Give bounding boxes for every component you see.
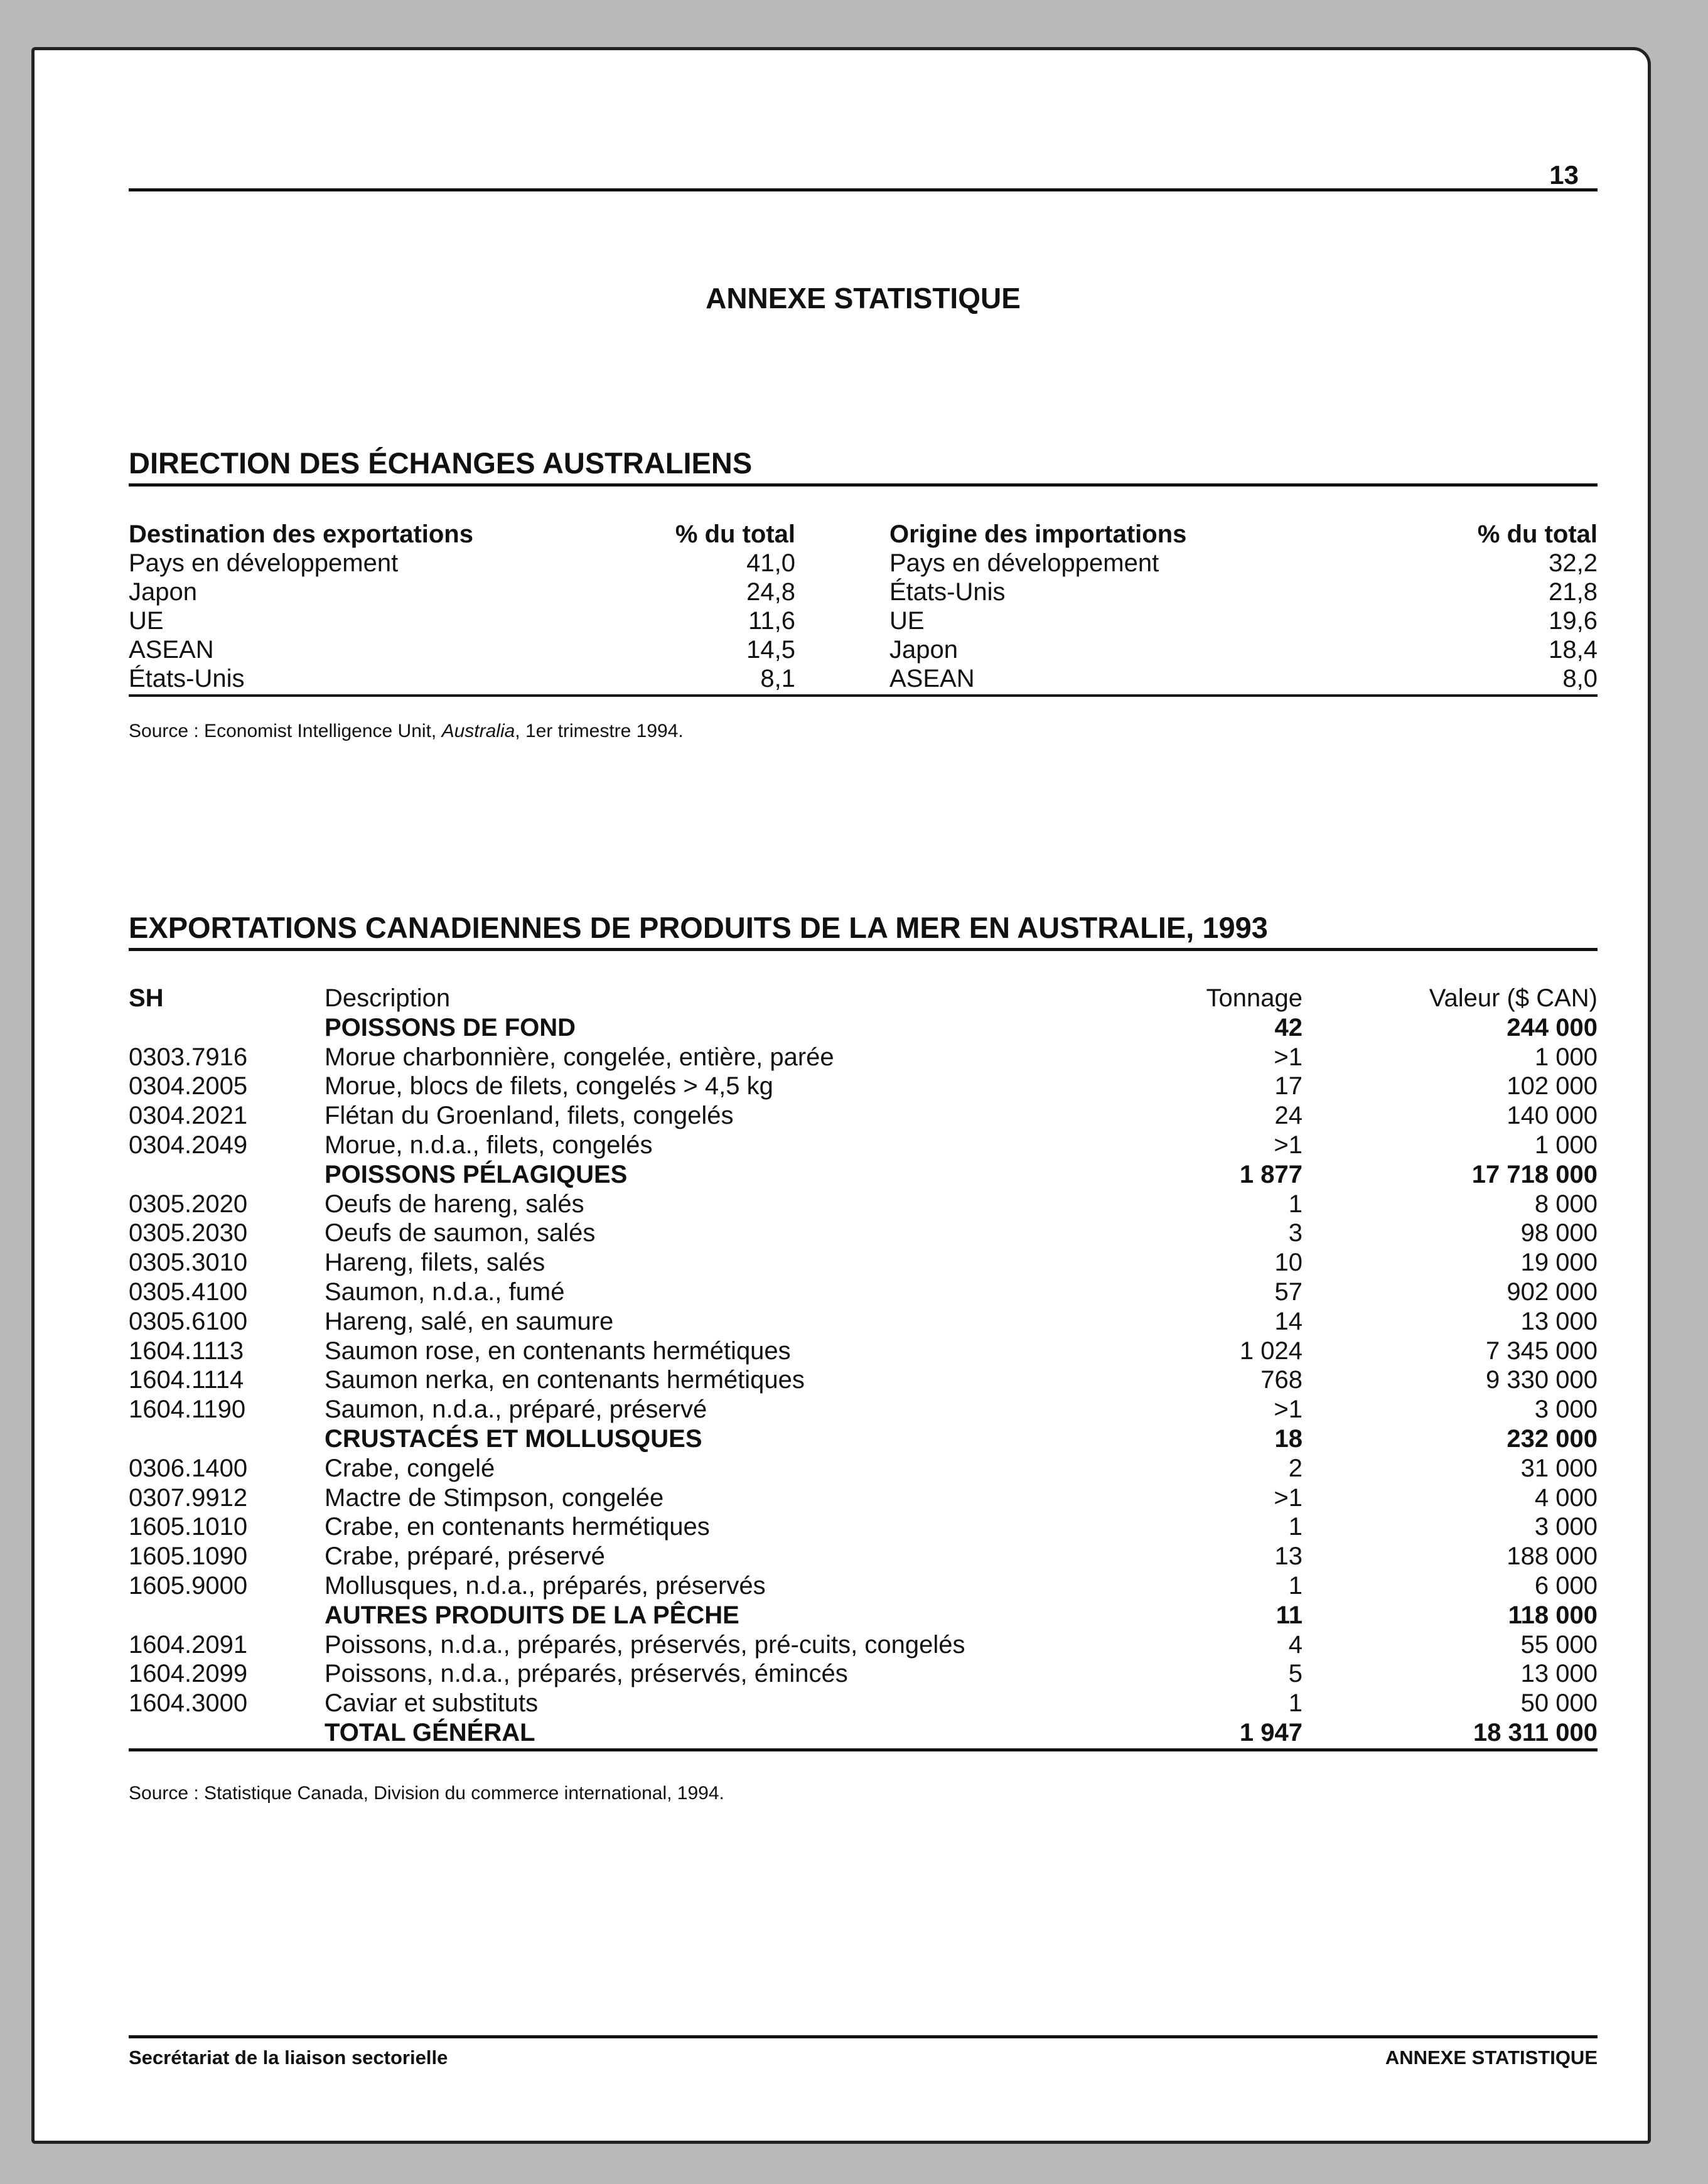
cell-sh: 0304.2049: [129, 1131, 248, 1159]
cell-sh: 1604.1190: [129, 1396, 246, 1424]
table-row: [129, 1043, 1598, 1072]
cell-value: 98 000: [1520, 1219, 1598, 1247]
cell-value: 9 330 000: [1486, 1366, 1598, 1394]
cell-description: Saumon nerka, en contenants hermétiques: [325, 1366, 805, 1394]
cell-value: 7 345 000: [1486, 1337, 1598, 1365]
table-row: [129, 1131, 1598, 1160]
table-row: [129, 1278, 1598, 1307]
cell-description: CRUSTACÉS ET MOLLUSQUES: [325, 1424, 702, 1453]
exports-row-value: 41,0: [746, 549, 795, 577]
exports-table-header: [129, 984, 1598, 1013]
table-row: [129, 1248, 1598, 1278]
cell-value: 102 000: [1507, 1072, 1598, 1100]
table-row: [129, 1483, 1598, 1513]
cell-value: 13 000: [1520, 1307, 1598, 1335]
cell-tonnage: 2: [1288, 1454, 1302, 1482]
category-row: [129, 1013, 1598, 1043]
cell-tonnage: 14: [1274, 1307, 1302, 1335]
cell-sh: 0304.2005: [129, 1072, 248, 1100]
exports-title-rule: [129, 948, 1598, 951]
cell-tonnage: 1: [1288, 1190, 1302, 1218]
header-description: Description: [325, 984, 451, 1012]
cell-sh: 1605.9000: [129, 1571, 248, 1600]
imports-row: [889, 549, 1598, 578]
footer-rule: [129, 2035, 1598, 2038]
category-row: [129, 1601, 1598, 1630]
trade-title-rule: [129, 483, 1598, 487]
cell-description: Hareng, filets, salés: [325, 1249, 545, 1277]
cell-description: Saumon, n.d.a., préparé, préservé: [325, 1396, 707, 1424]
exports-bottom-rule: [129, 1748, 1598, 1751]
exports-table: [129, 984, 1598, 1748]
imports-column: [889, 520, 1598, 693]
trade-source-prefix: Source : Economist Intelligence Unit,: [129, 721, 442, 741]
table-row: [129, 1218, 1598, 1248]
cell-description: Poissons, n.d.a., préparés, préservés, émincés: [325, 1660, 848, 1688]
cell-description: Oeufs de saumon, salés: [325, 1219, 596, 1247]
exports-row: [129, 578, 795, 606]
cell-sh: 1604.2099: [129, 1660, 248, 1688]
imports-row: [889, 664, 1598, 693]
cell-tonnage: 1 877: [1239, 1160, 1302, 1188]
exports-row-label: États-Unis: [129, 665, 245, 692]
page-number: 13: [1549, 160, 1579, 190]
trade-source-suffix: , 1er trimestre 1994.: [515, 721, 684, 741]
cell-value: 18 311 000: [1473, 1718, 1598, 1746]
category-row: [129, 1718, 1598, 1748]
exports-row-label: Pays en développement: [129, 549, 399, 577]
cell-tonnage: >1: [1274, 1131, 1302, 1159]
exports-table-body: [129, 1013, 1598, 1748]
exports-row: [129, 606, 795, 635]
cell-tonnage: 1: [1288, 1571, 1302, 1600]
imports-row-value: 18,4: [1549, 636, 1598, 664]
exports-row-label: Japon: [129, 578, 197, 606]
exports-header-value: % du total: [675, 520, 795, 548]
cell-tonnage: 11: [1276, 1601, 1302, 1629]
trade-source-note: [129, 721, 684, 742]
header-value: Valeur ($ CAN): [1429, 984, 1598, 1012]
exports-row-value: 8,1: [760, 665, 795, 692]
cell-sh: 0307.9912: [129, 1483, 248, 1512]
cell-sh: 0305.2020: [129, 1190, 248, 1218]
exports-row: [129, 635, 795, 664]
table-row: [129, 1307, 1598, 1337]
imports-row-label: États-Unis: [889, 578, 1006, 606]
cell-value: 244 000: [1507, 1013, 1598, 1041]
cell-sh: 0305.4100: [129, 1278, 248, 1306]
cell-description: POISSONS PÉLAGIQUES: [325, 1160, 628, 1188]
cell-sh: 1604.2091: [129, 1630, 248, 1659]
cell-value: 31 000: [1520, 1454, 1598, 1482]
cell-tonnage: 768: [1260, 1366, 1302, 1394]
cell-tonnage: 18: [1274, 1424, 1302, 1453]
cell-description: Morue, n.d.a., filets, congelés: [325, 1131, 653, 1159]
cell-description: Crabe, en contenants hermétiques: [325, 1513, 710, 1541]
exports-source-note: Source : Statistique Canada, Division du commerce international, 1994.: [129, 1783, 724, 1804]
cell-value: 188 000: [1507, 1542, 1598, 1571]
document-page: [31, 47, 1651, 2144]
cell-tonnage: 1 947: [1239, 1718, 1302, 1746]
cell-value: 50 000: [1520, 1689, 1598, 1718]
cell-description: Morue, blocs de filets, congelés > 4,5 kg: [325, 1072, 773, 1100]
category-row: [129, 1424, 1598, 1454]
cell-tonnage: 1: [1288, 1689, 1302, 1718]
cell-tonnage: 42: [1274, 1013, 1302, 1041]
cell-description: Crabe, préparé, préservé: [325, 1542, 605, 1571]
cell-description: Morue charbonnière, congelée, entière, parée: [325, 1043, 834, 1071]
category-row: [129, 1160, 1598, 1190]
table-row: [129, 1542, 1598, 1571]
trade-bottom-rule: [129, 694, 1598, 697]
cell-tonnage: 3: [1288, 1219, 1302, 1247]
exports-row-value: 11,6: [748, 607, 795, 635]
imports-row: [889, 578, 1598, 606]
header-sh: SH: [129, 984, 164, 1012]
cell-description: Flétan du Groenland, filets, congelés: [325, 1102, 734, 1130]
table-row: [129, 1101, 1598, 1131]
table-row: [129, 1365, 1598, 1395]
cell-tonnage: 10: [1274, 1249, 1302, 1277]
cell-description: Mactre de Stimpson, congelée: [325, 1483, 664, 1512]
cell-sh: 1605.1010: [129, 1513, 248, 1541]
imports-row: [889, 635, 1598, 664]
cell-sh: 1604.1114: [129, 1366, 244, 1394]
cell-tonnage: 57: [1274, 1278, 1302, 1306]
cell-sh: 0304.2021: [129, 1102, 248, 1130]
trade-source-italic: Australia: [441, 721, 515, 741]
cell-value: 140 000: [1507, 1102, 1598, 1130]
exports-header-label: Destination des exportations: [129, 520, 473, 548]
exports-row: [129, 664, 795, 693]
cell-value: 6 000: [1534, 1571, 1598, 1600]
exports-row-value: 24,8: [746, 578, 795, 606]
cell-description: Hareng, salé, en saumure: [325, 1307, 614, 1335]
footer-left-text: Secrétariat de la liaison sectorielle: [129, 2047, 448, 2068]
footer-right-text: ANNEXE STATISTIQUE: [1385, 2047, 1598, 2068]
imports-row-label: UE: [889, 607, 925, 635]
imports-row-label: ASEAN: [889, 665, 975, 692]
cell-sh: 1604.1113: [129, 1337, 244, 1365]
table-row: [129, 1190, 1598, 1219]
exports-section-title: EXPORTATIONS CANADIENNES DE PRODUITS DE LA MER EN AUSTRALIE, 1993: [129, 911, 1268, 944]
table-row: [129, 1630, 1598, 1660]
cell-tonnage: 24: [1274, 1102, 1302, 1130]
imports-row-value: 21,8: [1549, 578, 1598, 606]
cell-value: 8 000: [1534, 1190, 1598, 1218]
exports-row-label: ASEAN: [129, 636, 214, 664]
cell-value: 3 000: [1534, 1513, 1598, 1541]
exports-column: [129, 520, 795, 693]
cell-description: POISSONS DE FOND: [325, 1013, 576, 1041]
cell-description: Poissons, n.d.a., préparés, préservés, pré-cuits, congelés: [325, 1630, 965, 1659]
cell-tonnage: 5: [1288, 1660, 1302, 1688]
cell-value: 902 000: [1507, 1278, 1598, 1306]
table-row: [129, 1659, 1598, 1689]
cell-value: 118 000: [1508, 1601, 1598, 1629]
cell-value: 4 000: [1534, 1483, 1598, 1512]
exports-header: [129, 520, 795, 549]
cell-value: 1 000: [1534, 1043, 1598, 1071]
cell-description: Crabe, congelé: [325, 1454, 495, 1482]
header-tonnage: Tonnage: [1206, 984, 1302, 1012]
table-row: [129, 1454, 1598, 1483]
top-rule: [129, 188, 1598, 191]
table-row: [129, 1512, 1598, 1542]
exports-row-label: UE: [129, 607, 164, 635]
cell-tonnage: >1: [1274, 1043, 1302, 1071]
cell-sh: 0306.1400: [129, 1454, 248, 1482]
cell-description: TOTAL GÉNÉRAL: [325, 1718, 535, 1746]
imports-header-label: Origine des importations: [889, 520, 1187, 548]
imports-row-label: Pays en développement: [889, 549, 1159, 577]
cell-description: Saumon rose, en contenants hermétiques: [325, 1337, 791, 1365]
imports-row: [889, 606, 1598, 635]
imports-row-value: 19,6: [1549, 607, 1598, 635]
annex-title: ANNEXE STATISTIQUE: [706, 282, 1021, 315]
cell-description: AUTRES PRODUITS DE LA PÊCHE: [325, 1601, 739, 1629]
cell-tonnage: 13: [1274, 1542, 1302, 1571]
cell-sh: 0305.6100: [129, 1307, 248, 1335]
cell-value: 55 000: [1520, 1630, 1598, 1659]
cell-sh: 0305.2030: [129, 1219, 248, 1247]
table-row: [129, 1072, 1598, 1101]
cell-value: 1 000: [1534, 1131, 1598, 1159]
imports-header-value: % du total: [1477, 520, 1598, 548]
exports-row: [129, 549, 795, 578]
cell-description: Mollusques, n.d.a., préparés, préservés: [325, 1571, 766, 1600]
cell-tonnage: >1: [1274, 1396, 1302, 1424]
cell-tonnage: >1: [1274, 1483, 1302, 1512]
cell-description: Caviar et substituts: [325, 1689, 539, 1718]
imports-row-value: 8,0: [1562, 665, 1598, 692]
cell-value: 17 718 000: [1471, 1160, 1598, 1188]
cell-sh: 1605.1090: [129, 1542, 248, 1571]
cell-value: 232 000: [1507, 1424, 1598, 1453]
table-row: [129, 1337, 1598, 1366]
cell-sh: 1604.3000: [129, 1689, 248, 1718]
table-row: [129, 1395, 1598, 1424]
cell-value: 19 000: [1520, 1249, 1598, 1277]
cell-value: 3 000: [1534, 1396, 1598, 1424]
table-row: [129, 1689, 1598, 1718]
cell-sh: 0303.7916: [129, 1043, 248, 1071]
imports-row-value: 32,2: [1549, 549, 1598, 577]
cell-description: Oeufs de hareng, salés: [325, 1190, 584, 1218]
cell-tonnage: 1: [1288, 1513, 1302, 1541]
cell-value: 13 000: [1520, 1660, 1598, 1688]
exports-row-value: 14,5: [746, 636, 795, 664]
table-row: [129, 1571, 1598, 1601]
imports-row-label: Japon: [889, 636, 958, 664]
imports-header: [889, 520, 1598, 549]
cell-sh: 0305.3010: [129, 1249, 248, 1277]
cell-tonnage: 4: [1288, 1630, 1302, 1659]
cell-tonnage: 1 024: [1239, 1337, 1302, 1365]
trade-section-title: DIRECTION DES ÉCHANGES AUSTRALIENS: [129, 446, 753, 480]
cell-description: Saumon, n.d.a., fumé: [325, 1278, 565, 1306]
cell-tonnage: 17: [1274, 1072, 1302, 1100]
